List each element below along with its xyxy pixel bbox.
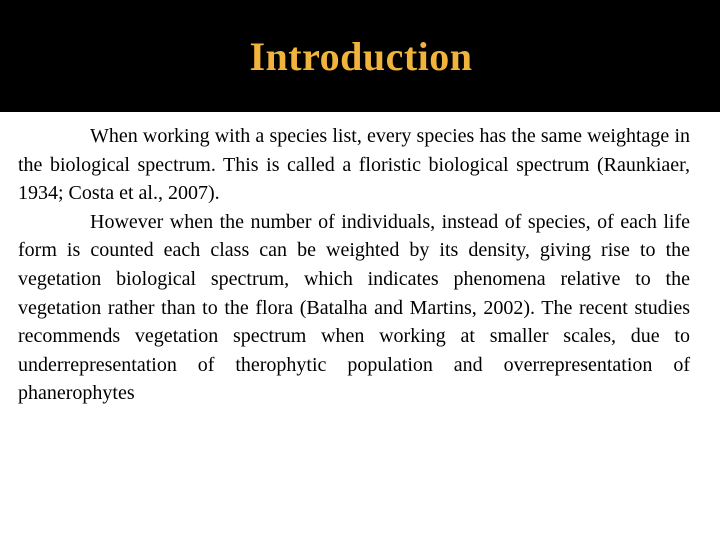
title-bar — [0, 0, 720, 112]
paragraph-floristic-spectrum: When working with a species list, every species has the same weightage in the biological spectrum. This is called a floristic biological spectrum (Raunkiaer, 1934; Costa et al., 2007). — [18, 125, 690, 205]
paragraph-vegetation-spectrum: However when the number of individuals, instead of species, of each life form is counted each class can be weighted by its density, giving rise to the vegetation biological spectrum, which indicates phenomena relative to the vegetation rather than to the flora (Batalha and Martins, 2002). The recent studies recommends vegetation spectrum when working at smaller scales, due to underrepresentation of therophytic population and overrepresentation of phanerophytes — [18, 210, 690, 405]
slide-body — [18, 122, 690, 408]
slide-title: Introduction — [249, 33, 473, 79]
